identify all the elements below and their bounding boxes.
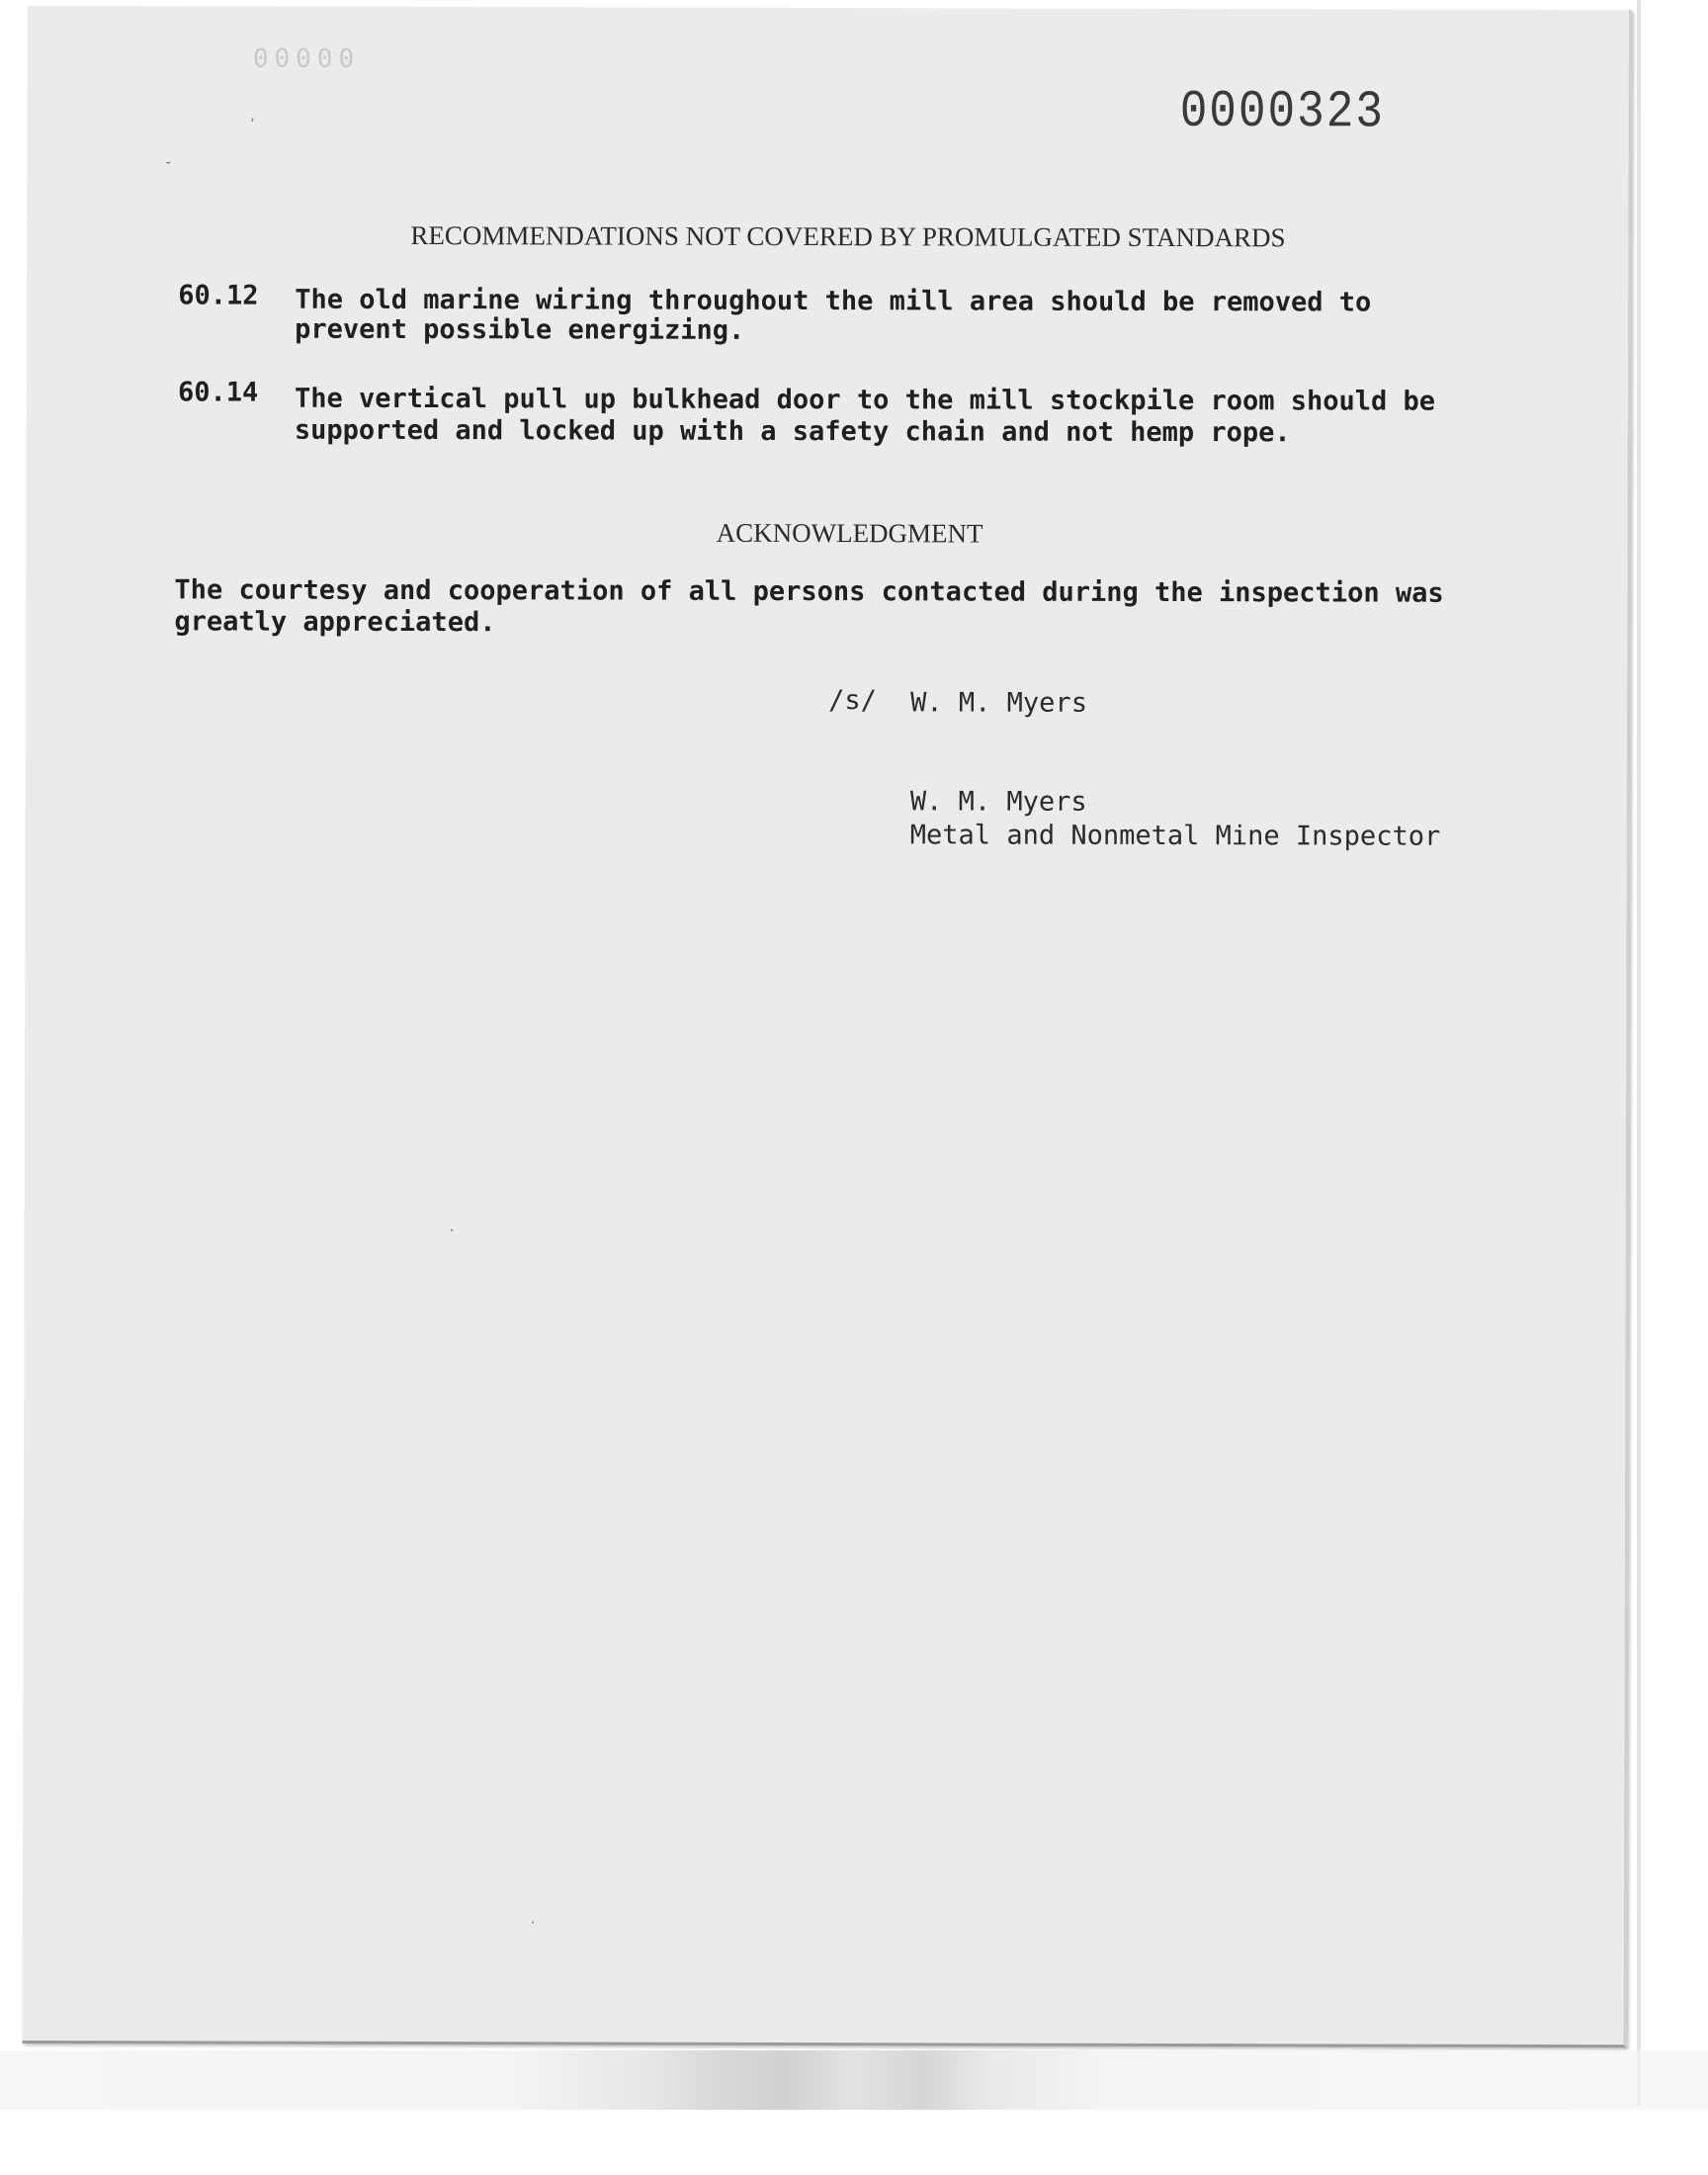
scan-speck: ·: [530, 1915, 536, 1932]
signature-signed-name: W. M. Myers: [910, 687, 1088, 719]
section-title: RECOMMENDATIONS NOT COVERED BY PROMULGATED STANDARDS: [410, 220, 1286, 253]
scan-speck: ·: [449, 1223, 455, 1240]
signer-name: W. M. Myers: [909, 786, 1087, 818]
signer-title: Metal and Nonmetal Mine Inspector: [909, 820, 1441, 852]
signature-prefix: /s/: [828, 685, 877, 717]
acknowledgment-title: ACKNOWLEDGMENT: [716, 517, 983, 549]
scan-speck: -: [165, 154, 171, 171]
item-text-line: prevent possible energizing.: [295, 313, 745, 346]
scan-speck: ˒: [250, 113, 256, 130]
scanner-bottom-strip: [0, 2050, 1708, 2110]
item-number: 60.14: [177, 377, 259, 408]
item-text-line: The old marine wiring throughout the mill area should be removed to: [295, 284, 1372, 318]
page-edge-shadow: [1637, 0, 1641, 2106]
item-text-line: The vertical pull up bulkhead door to the mill stockpile room should be: [294, 383, 1436, 417]
acknowledgment-line: The courtesy and cooperation of all persons contacted during the inspection was: [174, 574, 1444, 609]
item-text-line: supported and locked up with a safety chain and not hemp rope.: [294, 414, 1291, 449]
document-page: [23, 6, 1632, 2047]
acknowledgment-line: greatly appreciated.: [174, 606, 496, 639]
item-number: 60.12: [178, 280, 259, 311]
faded-stamp: 00000: [252, 44, 361, 74]
page-number-stamp: 0000323: [1179, 82, 1386, 142]
